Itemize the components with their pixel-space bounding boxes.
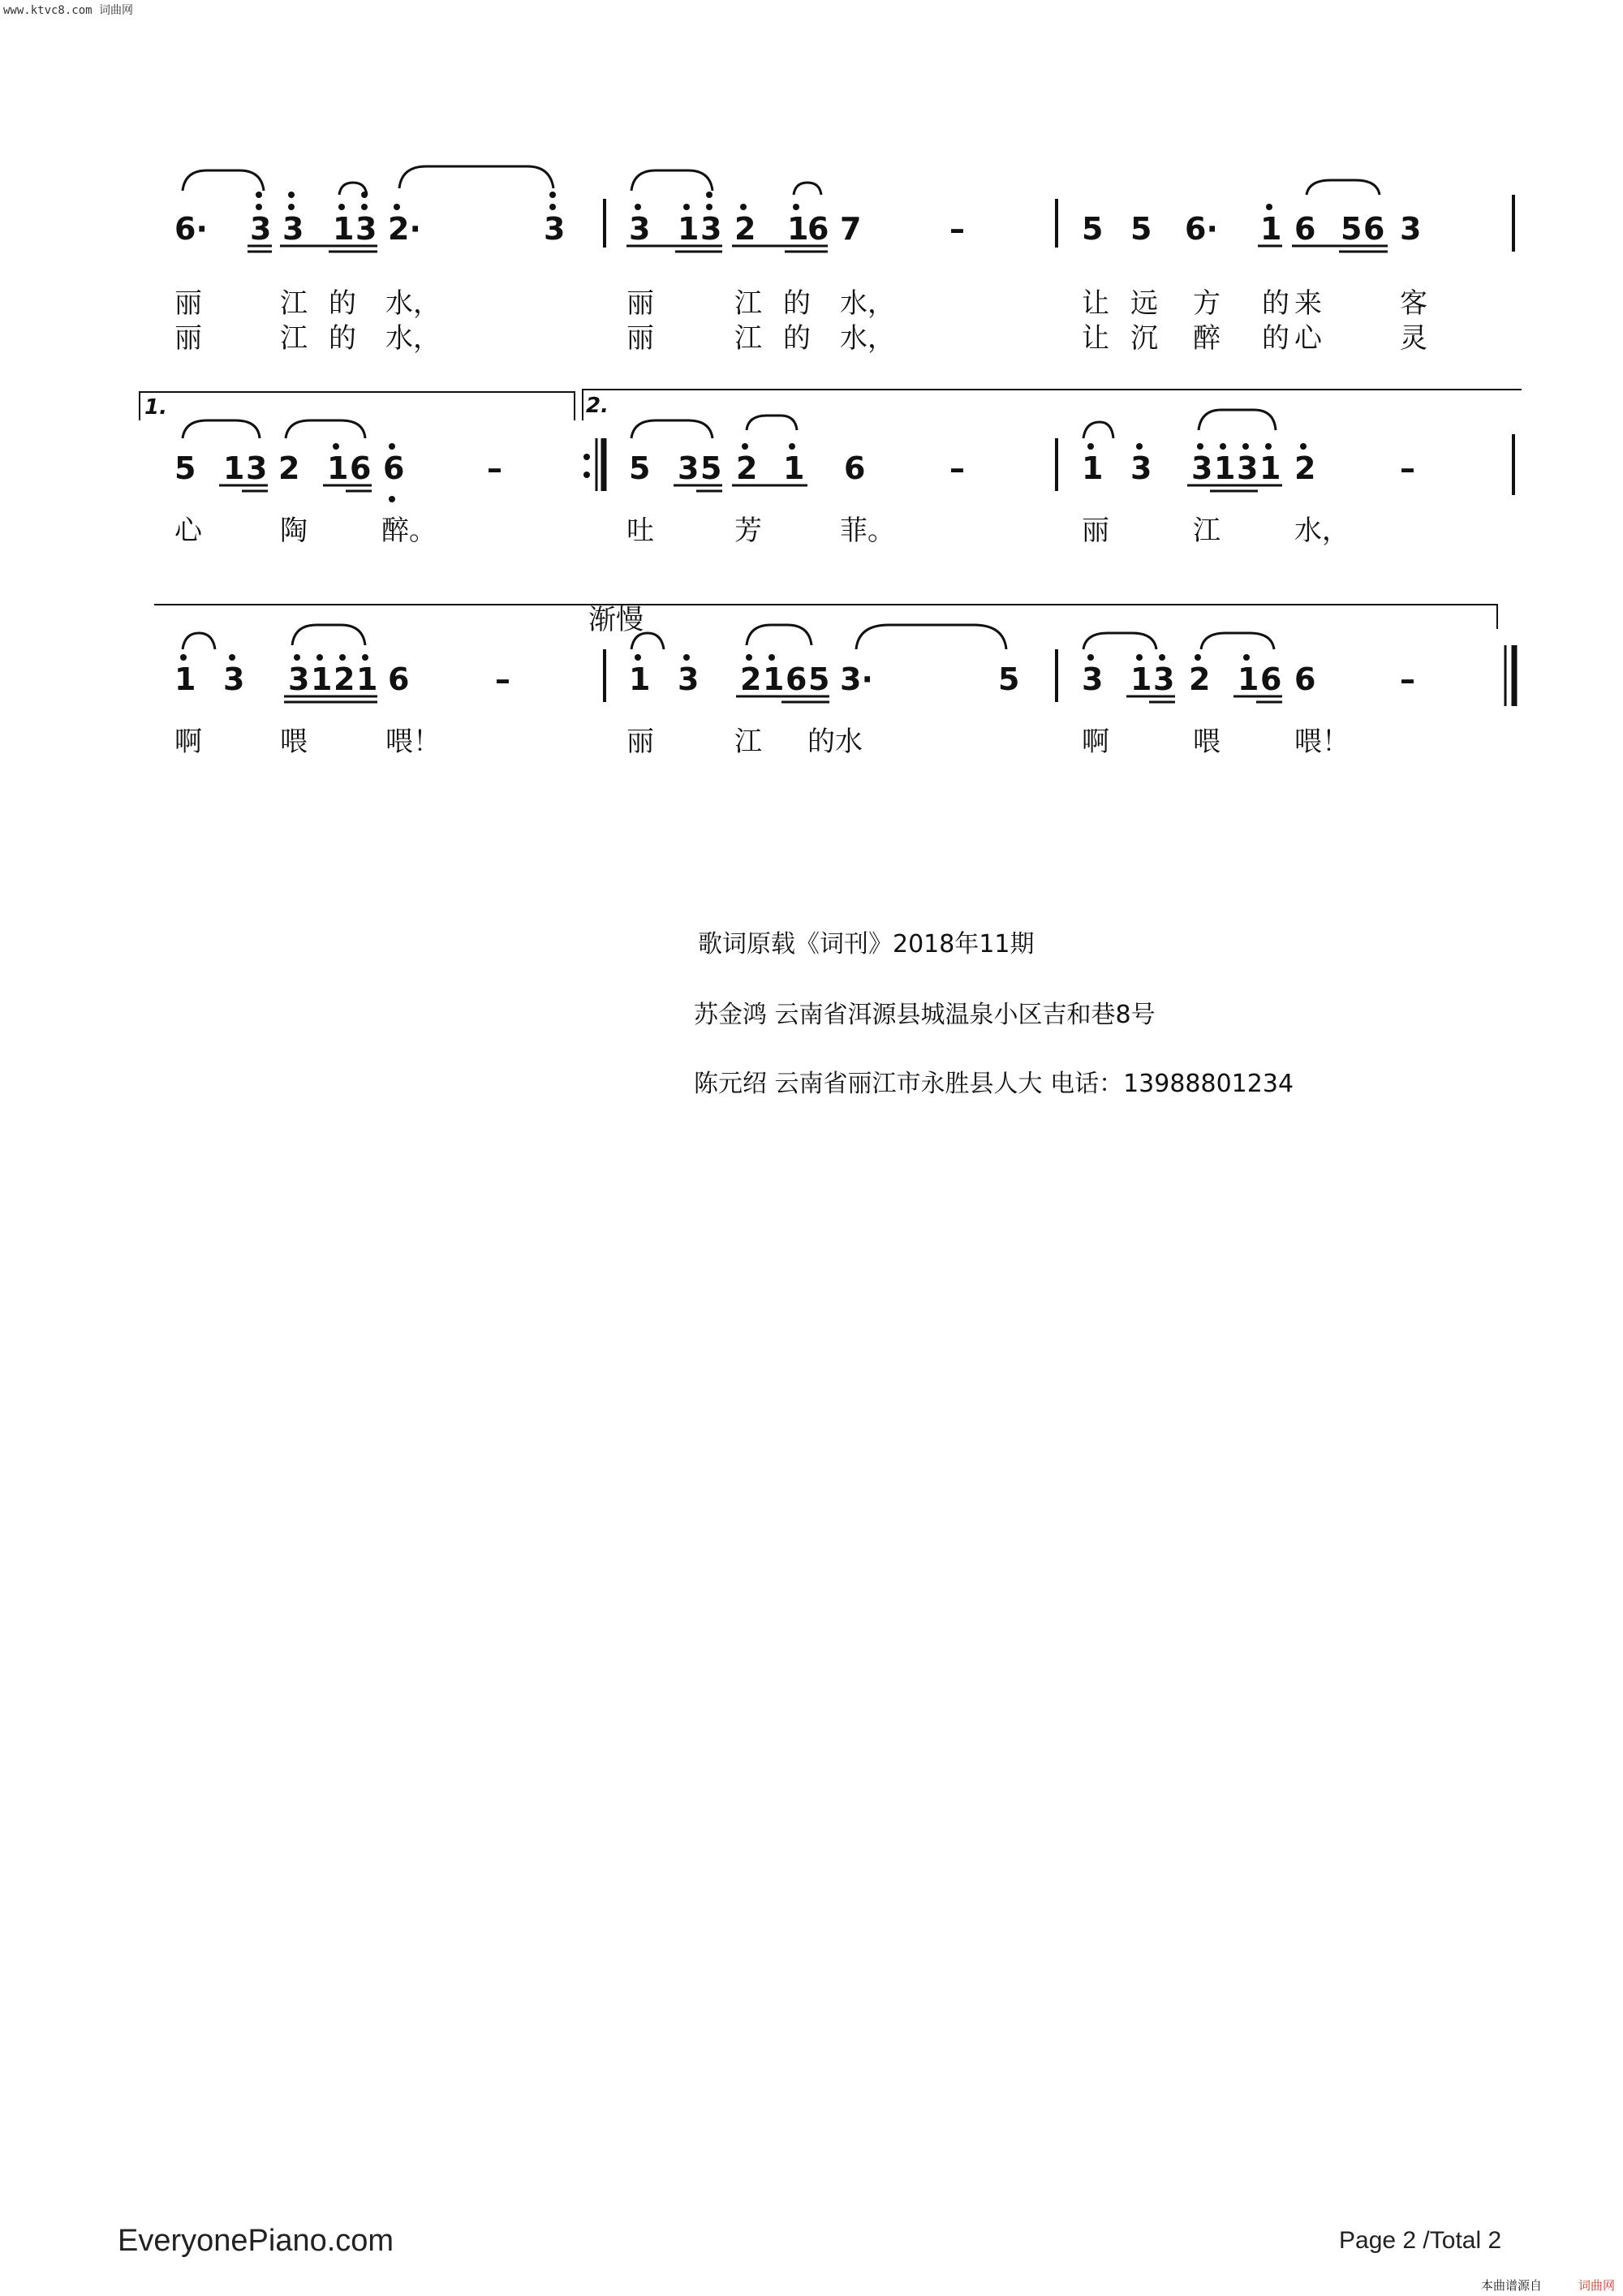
note: 1: [1238, 661, 1259, 697]
note: 5: [1130, 211, 1152, 247]
page-indicator: Page 2 /Total 2: [1339, 2227, 1502, 2254]
note: 7: [840, 211, 862, 247]
note: 5: [808, 661, 830, 697]
note: 2: [278, 450, 300, 486]
lyric: 水，: [840, 287, 895, 320]
note: 1: [333, 211, 355, 247]
lyric: 的水: [807, 726, 863, 758]
note: 3: [1130, 450, 1152, 486]
lyric: 喂！: [1294, 726, 1350, 758]
note: 3: [629, 211, 651, 247]
lyric: 丽: [626, 322, 654, 355]
note: 6·: [174, 211, 208, 247]
lyric: 的: [1262, 322, 1289, 355]
lyric: 丽: [174, 322, 202, 355]
note: 5: [1082, 211, 1104, 247]
note: 6: [1260, 661, 1282, 697]
lyric: 啊: [174, 726, 202, 758]
lyric: 让: [1082, 322, 1109, 355]
note: 3: [250, 211, 272, 247]
note: 3: [246, 450, 268, 486]
lyric: 喂: [1193, 726, 1220, 758]
note: 1: [327, 450, 349, 486]
lyric: 丽: [174, 287, 202, 320]
note: 2: [1189, 661, 1211, 697]
lyric: 沉: [1130, 322, 1158, 355]
lyric: 远: [1130, 287, 1158, 320]
note: 3: [288, 661, 310, 697]
footer-site[interactable]: EveryonePiano.com: [118, 2224, 394, 2258]
lyric: 江: [1193, 515, 1220, 547]
lyric: 菲。: [840, 515, 895, 547]
lyric: 丽: [1082, 515, 1109, 547]
note: 3: [1082, 661, 1104, 697]
credit-lyricist: 苏金鸿 云南省洱源县城温泉小区吉和巷8号: [694, 1001, 1156, 1029]
lyric: 水，: [385, 322, 441, 355]
lyric: 心: [174, 515, 202, 547]
note: 6·: [1185, 211, 1218, 247]
note: 6: [1294, 211, 1316, 247]
note: 3: [678, 661, 700, 697]
lyric: 陶: [280, 515, 308, 547]
lyric: 江: [734, 726, 762, 758]
note: 5: [629, 450, 651, 486]
note: 6: [1363, 211, 1385, 247]
note: 1: [787, 211, 809, 247]
credit-composer: 陈元绍 云南省丽江市永胜县人大 电话：13988801234: [694, 1070, 1294, 1098]
note: 6: [844, 450, 866, 486]
note: 1: [356, 661, 378, 697]
note: –: [949, 450, 965, 486]
note: 1: [1082, 450, 1104, 486]
note: 2: [734, 211, 756, 247]
lyric: 江: [280, 287, 308, 320]
lyric: 丽: [626, 726, 654, 758]
note: –: [949, 211, 965, 247]
note: 3: [678, 450, 700, 486]
note: –: [1400, 450, 1415, 486]
lyric: 江: [734, 287, 762, 320]
note: 5: [700, 450, 722, 486]
note: 6: [388, 661, 410, 697]
site-watermark: www.ktvc8.com 词曲网: [3, 4, 134, 17]
note: 3: [1191, 450, 1213, 486]
note: 3: [700, 211, 722, 247]
note: 1: [1214, 450, 1236, 486]
lyric: 喂！: [385, 726, 441, 758]
lyric: 灵: [1400, 322, 1427, 355]
note: 1: [223, 450, 245, 486]
lyric: 江: [280, 322, 308, 355]
lyric: 的: [783, 287, 811, 320]
note: 3: [544, 211, 566, 247]
lyric: 江: [734, 322, 762, 355]
note: 3: [355, 211, 377, 247]
lyric: 的: [783, 322, 811, 355]
lyric: 水，: [385, 287, 441, 320]
tempo-marking: 渐慢: [588, 604, 644, 636]
lyric: 喂: [280, 726, 308, 758]
source-logo: 词曲网: [1578, 2278, 1616, 2293]
lyric: 丽: [626, 287, 654, 320]
note: 5: [998, 661, 1020, 697]
lyric: 心: [1294, 322, 1322, 355]
score-row-3: [154, 604, 1514, 758]
note: 6: [350, 450, 372, 486]
lyric: 的: [329, 287, 356, 320]
note: 1: [678, 211, 700, 247]
note: 1: [1260, 211, 1282, 247]
score-row-2: [140, 390, 1522, 547]
note: 3: [1153, 661, 1175, 697]
note: 1: [1259, 450, 1281, 486]
note: 6: [383, 450, 405, 486]
volta-1: 1.: [144, 395, 167, 420]
lyric: 醉。: [381, 515, 437, 547]
lyric: 的: [329, 322, 356, 355]
lyric: 水，: [840, 322, 895, 355]
lyric: 吐: [626, 515, 654, 547]
note: 5: [1341, 211, 1363, 247]
note: 1: [1130, 661, 1152, 697]
note: –: [495, 661, 510, 697]
note: 3: [1237, 450, 1259, 486]
note: 3: [1400, 211, 1422, 247]
lyric: 啊: [1082, 726, 1109, 758]
note: 3·: [840, 661, 873, 697]
lyric: 客: [1400, 287, 1427, 320]
note: 2: [736, 450, 758, 486]
note: 1: [783, 450, 805, 486]
note: 1: [763, 661, 785, 697]
lyric: 来: [1294, 287, 1322, 320]
note: 2: [1294, 450, 1316, 486]
lyric: 方: [1193, 287, 1220, 320]
note: –: [487, 450, 502, 486]
lyric: 芳: [734, 515, 762, 547]
note: 1: [311, 661, 333, 697]
score-row-1: [174, 166, 1513, 355]
note: 2·: [388, 211, 421, 247]
source-note: 本曲谱源自: [1481, 2278, 1543, 2293]
lyric: 醉: [1193, 322, 1220, 355]
lyric: 的: [1262, 287, 1289, 320]
lyric: 水，: [1294, 515, 1350, 547]
lyric: 让: [1082, 287, 1109, 320]
note: –: [1400, 661, 1415, 697]
note: 6: [786, 661, 807, 697]
note: 5: [174, 450, 196, 486]
volta-2: 2.: [586, 394, 609, 418]
note: 3: [223, 661, 245, 697]
note: 6: [807, 211, 829, 247]
note: 1: [629, 661, 651, 697]
note: 6: [1294, 661, 1316, 697]
note: 3: [282, 211, 304, 247]
note: 2: [334, 661, 355, 697]
note: 2: [740, 661, 762, 697]
note: 1: [174, 661, 196, 697]
credit-source: 歌词原载《词刊》2018年11期: [698, 930, 1035, 958]
